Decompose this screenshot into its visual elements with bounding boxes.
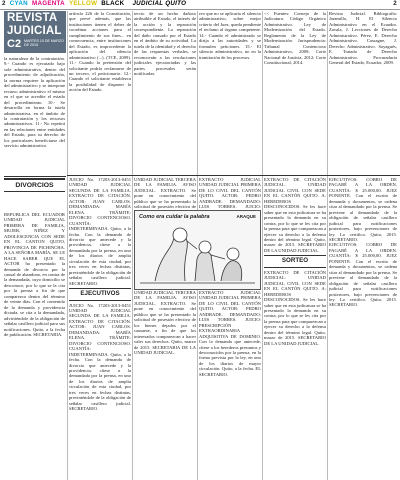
notice-column-5 bbox=[264, 177, 326, 480]
notice-text: EJECUTIVOS: COBRO DE PAGARÉ A LA ORDEN. CUANTÍA: $ 25.000,00. JUEZ PONENTE. Con el escrito de demanda y documentos, se ordena citar al demandado por la prensa. Se previene al demandado de la obligación de señalar casillero judicial para notificaciones posteriores, bajo prevenciones de ley. Lo certifico. Quito, 2015. SECRETARIO. bbox=[329, 242, 397, 308]
notice-column-6 bbox=[329, 177, 397, 480]
editorial-cartoon bbox=[134, 210, 261, 290]
notice-text: EXTRACTO DE CITACIÓN JUDICIAL. UNIDAD JUDICIAL CIVIL CON SEDE EN EL CANTÓN QUITO. A: HEREDEROS DESCONOCIDOS. Se les hace saber que en esta judicatura se ha presentado la demanda en su contra, por lo que se les cita por la prensa para que comparezcan a ejercer su derecho a la defensa dentro del término legal. Quito, marzo de 2015. SECRETARIO DE LA UNIDAD JUDICIAL. bbox=[264, 177, 326, 253]
page-number-right: 2 bbox=[393, 0, 397, 7]
color-black: BLACK bbox=[101, 0, 125, 7]
article-text: reo que no se aplicaría el silencio administrativo, sobre mejor criterio del Juez, queda pendiente el reclamo al órgano competente. 14.- Cuando el administrado se dirija a las autoridades y se formulen peticiones. 15.- El silencio administrativo, no en la tramitación de los procesos. bbox=[199, 11, 261, 60]
article-column-2 bbox=[69, 11, 131, 174]
notice-text: REPUBLICA DEL ECUADOR UNIDAD JUDICIAL PRIMERA DE FAMILIA, MUJER, NIÑEZ Y ADOLESCENCIA CON SEDE EN EL CANTON QUITO, PROVINCIA DE PICHINCHA. A LA SEÑORA MARÍA, SE LE HACE SABER QUE EL ACTOR ha presentado la demanda de divorcio por la causal de abandono, en contra de la demandada, cuyo domicilio se desconoce, por lo que se la cita por la prensa a fin de que comparezca dentro del término de veinte días. Con el contenido de la demanda y providencia dictada, se cita a la demandada, advirtiéndole de la obligación de señalar casillero judicial para sus notificaciones. Quito, a la fecha de publicación. SECRETARIA. bbox=[4, 212, 65, 337]
article-column-3 bbox=[134, 11, 196, 174]
article-column-1 bbox=[4, 56, 65, 174]
notice-column-3 bbox=[134, 290, 196, 480]
column-separator bbox=[262, 11, 263, 480]
notice-text: UNIDAD JUDICIAL TERCERA DE LA FAMILIA. AVISO JUDICIAL. EXTRACTO. Se pone en conocimiento del público que se ha presentado la solicitud de posesión efectiva de los bienes dejados por el causante, a fin de que los interesados comparezcan a hacer valer sus derechos. Quito, marzo de 2015. SECRETARIA DE LA UNIDAD JUDICIAL. bbox=[134, 290, 196, 355]
sorteo-heading: SORTEO bbox=[281, 257, 309, 265]
masthead bbox=[4, 11, 66, 53]
notice-text: EJECUTIVOS: COBRO DE PAGARÉ A LA ORDEN. CUANTÍA: $ 25.000,00. JUEZ PONENTE. Con el escrito de demanda y documentos, se ordena citar al demandado por la prensa. Se previene al demandado de la obligación de señalar casillero judicial para notificaciones posteriores, bajo prevenciones de ley. Lo certifico. Quito, 2015. SECRETARIO. bbox=[329, 177, 397, 242]
notice-text: JUICIO No. 17203-2013-0451 UNIDAD JUDICIAL SEGUNDA DE LA FAMILIA. EXTRACTO DE CITACIÓN. ACTOR: JUAN CARLOS. DEMANDADA: MARÍA ELENA. TRÁMITE: DIVORCIO CONTENCIOSO. CUANTÍA: INDETERMINADA. Quito, a la fecha. Con la demanda de divorcio que antecede y la providencia, cítese a la demandada por la prensa, en uno de los diarios de amplia circulación de esta ciudad, por tres veces en fechas distintas, previniéndole de la obligación de señalar casillero judicial. SECRETARIO. bbox=[69, 177, 131, 286]
divorcios-header-box bbox=[4, 178, 65, 210]
notice-column-4 bbox=[199, 290, 261, 480]
column-separator bbox=[327, 11, 328, 480]
cartoon-signature: ARAQUE bbox=[236, 214, 256, 219]
column-separator bbox=[132, 11, 133, 480]
color-cyan: CYAN bbox=[9, 0, 28, 7]
notice-column-3-top bbox=[134, 177, 196, 209]
article-text: tercio de un hecho dañoso atribuible al Estado, el interés de la acción y la reparación correspondiente. La reparación del daño causado por el Estado en el ámbito de su actividad. La tutela de la identidad y el derecho de las respuestas verbales, se reconocerán a las resoluciones judiciales ejecutoriadas y las partes procesales serán notificadas. bbox=[134, 11, 196, 76]
article-text: Revista Judicial. Bibliografía: Jaramillo, H. El Silencio Administrativo en el Ecuador. Zavala, J. Lecciones de Derecho Administrativo. Pérez, E. Derecho Administrativo. Cassagne, J. Derecho Administrativo. Sayagués, E. Tratado de Derecho Administrativo. Procuraduría General del Estado, Ecuador, 2009. bbox=[329, 11, 397, 66]
article-text: la naturaleza de la contratación. 9.- Cuando es ejecutado bajo sole administrativa, dentro del procedimiento de adjudicación, la norma requiere la aplicación del administrativo y se interpone recurso administrativo el mismo en el que se acredite el estado del procedimiento. 10.- Se desarrolla en forma la tutela administrativa, en el ámbito de la contratación y los recursos administrativos. 11.- No repetirá en las relaciones entre entidades del Estado, para su derecho de los particulares beneficiarse del servicio administrativo. bbox=[4, 56, 65, 149]
top-rule bbox=[0, 9, 400, 10]
notice-text: EXTRACTO JUDICIAL UNIDAD JUDICIAL PRIMERA DE LO CIVIL DEL CANTÓN QUITO. ACTOR: PEDRO ANDRADE. DEMANDADO: LUIS TORRES. JUICIO: bbox=[199, 177, 261, 209]
top-color-bar bbox=[0, 0, 400, 9]
notice-column-4-top bbox=[199, 177, 261, 209]
cartoon-caption: Como era cuidar la palabra bbox=[139, 214, 210, 220]
page-number-left: 2 bbox=[2, 0, 6, 7]
notice-text: JUICIO No. 17203-2013-0451 UNIDAD JUDICIAL SEGUNDA DE LA FAMILIA. EXTRACTO DE CITACIÓN. ACTOR: JUAN CARLOS. DEMANDADA: MARÍA ELENA. TRÁMITE: DIVORCIO CONTENCIOSO. CUANTÍA: INDETERMINADA. Quito, a la fecha. Con la demanda de divorcio que antecede y la providencia, cítese a la demandada por la prensa, en uno de los diarios de amplia circulación de esta ciudad, por tres veces en fechas distintas, previniéndole de la obligación de señalar casillero judicial. SECRETARIO. bbox=[69, 302, 131, 412]
notice-column-2 bbox=[69, 177, 131, 480]
article-text: artículo 226 de la Constitución, que prevé además, que las instituciones tienen el deber de coordinar acciones para el cumplimiento de sus fines... en consecuencia, entre instituciones del Estado, es improcedente la aplicación del silencio administrativo (...). (TCE, 2009). 11.- Cuando la pretensión del solicitante podría reclamarse de un tercero, el peticionario. 12.- Cuando el solicitante establezca la posibilidad de disponer la acción del Estado. bbox=[69, 11, 131, 93]
article-column-5 bbox=[264, 11, 326, 174]
masthead-section-code: C2 bbox=[7, 38, 22, 50]
color-yellow: YELLOW bbox=[68, 0, 98, 7]
section-divider bbox=[4, 176, 66, 177]
color-magenta: MAGENTA bbox=[31, 0, 65, 7]
article-text: << Fuentes: Consejo de la Judicatura. Código Orgánico Administrativo. Ley de Modernización del Estado. Reglamento de la Ley de Modernización. Jurisprudencia: Tribunal Contencioso Administrativo, 2009; Corte Nacional de Justicia, 2012; Corte Constitucional, 2014. bbox=[264, 11, 326, 66]
notice-text: EXTRACTO JUDICIAL UNIDAD JUDICIAL PRIMERA DE LO CIVIL DEL CANTÓN QUITO. ACTOR: PEDRO ANDRADE. DEMANDADO: LUIS TORRES. JUICIO: PRESCRIPCIÓN EXTRAORDINARIA ADQUISITIVA DE DOMINIO. Con la demanda que antecede, cítese a los herederos presuntos y desconocidos por la prensa, en la forma prevista por la ley, en uno de los diarios de mayor circulación. Quito, a la fecha. EL SECRETARIO. bbox=[199, 290, 261, 377]
masthead-title-1: REVISTA bbox=[7, 12, 58, 24]
notice-text: EXTRACTO DE CITACIÓN JUDICIAL. UNIDAD JUDICIAL CIVIL CON SEDE EN EL CANTÓN QUITO. A: HEREDEROS DESCONOCIDOS. Se les hace saber que en esta judicatura se ha presentado la demanda en su contra, por lo que se les cita por la prensa para que comparezcan a ejercer su derecho a la defensa dentro del término legal. Quito, marzo de 2015. SECRETARIO DE LA UNIDAD JUDICIAL. bbox=[264, 269, 326, 346]
notice-text: UNIDAD JUDICIAL TERCERA DE LA FAMILIA. AVISO JUDICIAL. EXTRACTO. Se pone en conocimiento del público que se ha presentado la solicitud de posesión efectiva de bbox=[134, 177, 196, 209]
section-divider bbox=[67, 175, 400, 176]
masthead-date: MARTES 10 DE MARZO DE 2015 bbox=[24, 39, 64, 48]
masthead-title-2: JUDICIAL bbox=[7, 25, 62, 37]
column-separator bbox=[67, 11, 68, 480]
section-name: JUDICIAL QUITO bbox=[132, 0, 187, 7]
ejecutivos-heading: EJECUTIVOS bbox=[80, 290, 120, 298]
notice-column-1 bbox=[4, 212, 65, 480]
article-column-6 bbox=[329, 11, 397, 174]
article-column-4 bbox=[199, 11, 261, 174]
cartoon-illustration bbox=[135, 211, 260, 289]
divorcios-heading: DIVORCIOS bbox=[15, 182, 54, 189]
